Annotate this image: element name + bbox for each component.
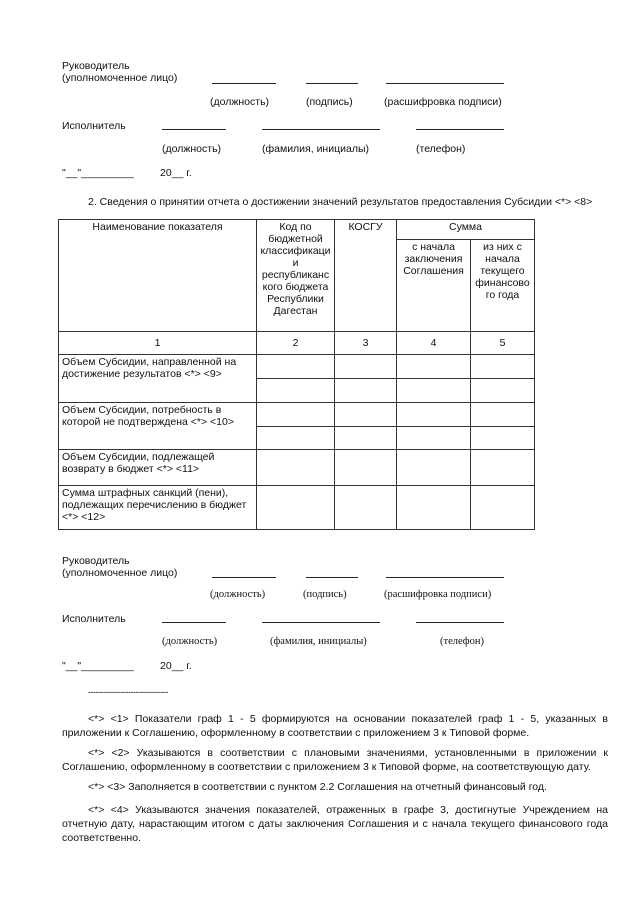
date-day-month: "__"_________ [62,660,134,672]
table-cell [257,355,335,379]
footnote-1: <*> <1> Показатели граф 1 - 5 формируются на основании показателей граф 1 - 5, указанных в приложении к Соглашению, оформленному в соответствии с приложением 3 к Типовой форме. [62,713,608,739]
date-day-month: "__"_________ [62,167,134,179]
head-label: Руководитель [62,555,130,567]
table-cell [397,379,471,403]
position-line [212,577,276,578]
header-since-year: из них с начала текущего финансово го года [471,240,535,332]
table-cell [257,450,335,486]
footnote-2: <*> <2> Указываются в соответствии с плановыми значениями, установленными в приложении к Соглашению, оформленному в соответствии с приложением 3 к Типовой форме, на соответствующую дату. [62,747,608,773]
table-cell [471,403,535,427]
header-budget-code: Код по бюджетной классификаци и республиканс кого бюджета Республики Дагестан [257,220,335,332]
col-number-2: 2 [257,332,335,355]
table-cell [257,379,335,403]
table-cell [397,486,471,530]
header-since-agreement: с начала заключения Соглашения [397,240,471,332]
caption-exec-position: (должность) [162,143,222,155]
table-cell [471,427,535,450]
table-cell [335,355,397,379]
table-cell [397,427,471,450]
caption-signature: (подпись) [303,589,347,600]
table-cell [471,450,535,486]
exec-position-line [162,622,226,623]
caption-phone: (телефон) [416,143,466,155]
fio-line [262,129,380,130]
signature-line [306,577,358,578]
col-number-1: 1 [59,332,257,355]
decode-line [386,577,504,578]
footnote-4: <*> <4> Указываются значения показателей, отраженных в графе 3, достигнутые Учреждением на отчетную дату, нарастающим итогом с даты заключения Соглашения и с начала текущего финансового года соответственно. [62,804,608,844]
section-2-title: 2. Сведения о принятии отчета о достижении значений результатов предоставления Субсидии <*> <8> [88,196,593,208]
table-cell [471,355,535,379]
table-cell [471,486,535,530]
head-label-sub: (уполномоченное лицо) [62,72,178,84]
row-label: Объем Субсидии, подлежащей возврату в бюджет <*> <11> [59,450,257,486]
footnote-3: <*> <3> Заполняется в соответствии с пунктом 2.2 Соглашения на отчетный финансовый год. [88,781,547,793]
row-label: Объем Субсидии, направленной на достижение результатов <*> <9> [59,355,257,403]
table-cell [397,403,471,427]
col-number-5: 5 [471,332,535,355]
header-indicator-name: Наименование показателя [59,220,257,332]
date-year: 20__ г. [160,660,192,672]
table-cell [257,486,335,530]
executor-label: Исполнитель [62,120,126,132]
signature-line [306,83,358,84]
caption-decode: (расшифровка подписи) [384,589,492,600]
table-cell [335,379,397,403]
phone-line [416,129,504,130]
head-label-sub: (уполномоченное лицо) [62,567,178,579]
exec-position-line [162,129,226,130]
col-number-3: 3 [335,332,397,355]
caption-position: (должность) [210,96,270,108]
table-cell [335,403,397,427]
caption-position: (должность) [210,589,266,600]
table-cell [397,355,471,379]
caption-decode: (расшифровка подписи) [384,96,502,108]
table-cell [335,427,397,450]
table-cell [257,427,335,450]
table-cell [471,379,535,403]
caption-fio: (фамилия, инициалы) [270,636,367,647]
row-label: Сумма штрафных санкций (пени), подлежащих перечислению в бюджет <*> <12> [59,486,257,530]
executor-label: Исполнитель [62,613,126,625]
report-table [58,219,535,530]
footnote-separator: -------------------------------- [88,687,168,697]
header-sum: Сумма [397,220,535,240]
caption-exec-position: (должность) [162,636,218,647]
decode-line [386,83,504,84]
table-cell [257,403,335,427]
fio-line [262,622,380,623]
col-number-4: 4 [397,332,471,355]
header-kosgu: КОСГУ [335,220,397,332]
row-label: Объем Субсидии, потребность в которой не подтверждена <*> <10> [59,403,257,450]
date-year: 20__ г. [160,167,192,179]
phone-line [416,622,504,623]
table-cell [335,450,397,486]
caption-phone: (телефон) [440,636,484,647]
table-cell [397,450,471,486]
caption-fio: (фамилия, инициалы) [262,143,369,155]
caption-signature: (подпись) [306,96,353,108]
position-line [212,83,276,84]
table-cell [335,486,397,530]
head-label: Руководитель [62,60,130,72]
